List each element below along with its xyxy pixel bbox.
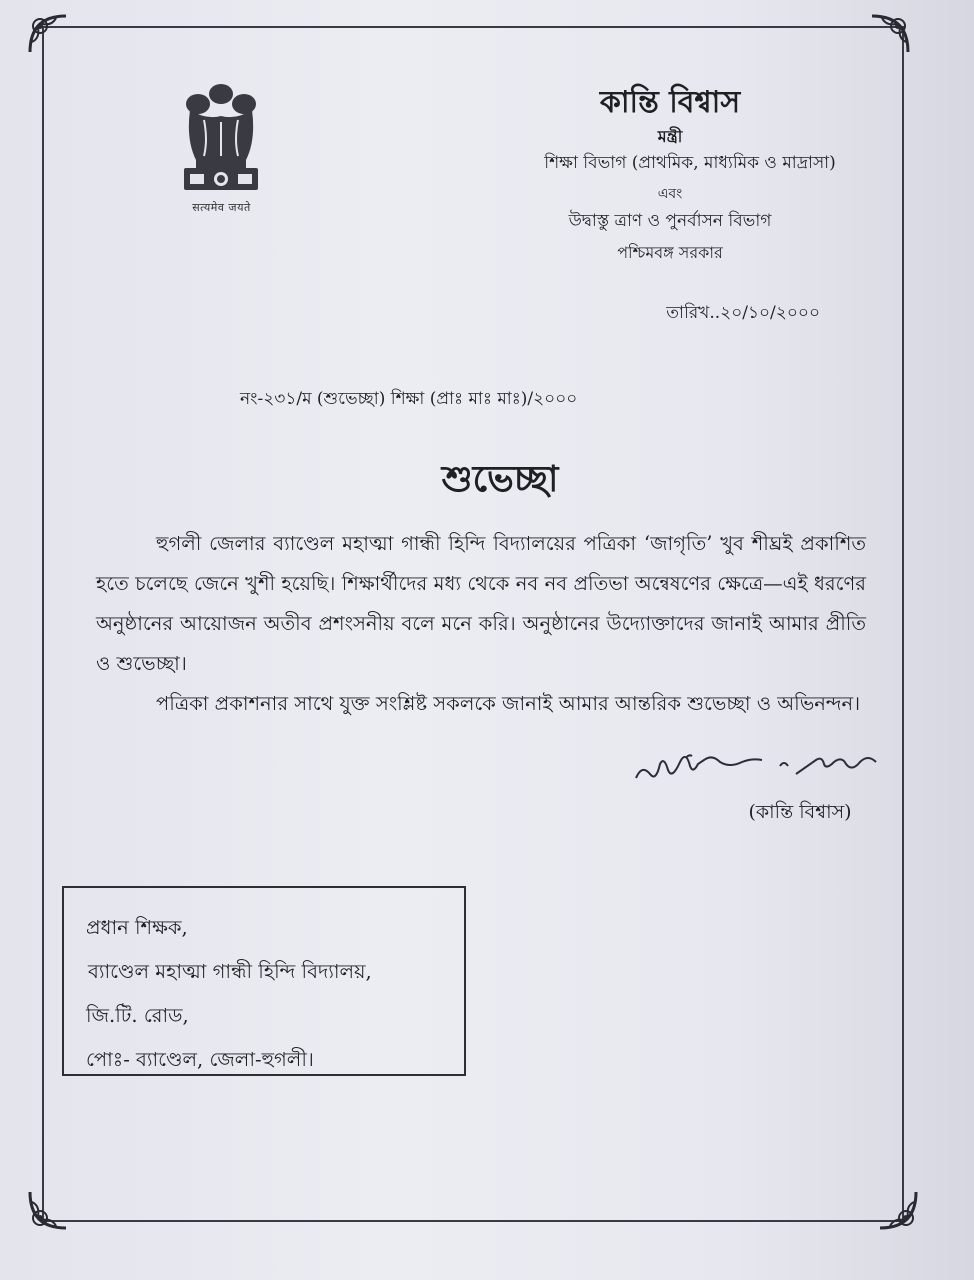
corner-ornament-bottom-left <box>26 1188 70 1232</box>
department-education: শিক্ষা বিভাগ (প্রাথমিক, মাধ্যমিক ও মাদ্রাসা) <box>544 153 836 173</box>
corner-ornament-bottom-right <box>876 1188 920 1232</box>
minister-name: কান্তি বিশ্বাস <box>599 85 741 120</box>
emblem-motto: सत्यमेव जयते <box>192 201 251 214</box>
address-line-3: জি.টি. রোড, <box>86 1004 189 1027</box>
address-block <box>62 886 466 1076</box>
body-paragraph-1: হুগলী জেলার ব্যাণ্ডেল মহাত্মা গান্ধী হিন্দি বিদ্যালয়ের পত্রিকা ‘জাগৃতি’ খুব শীঘ্রই প্রকাশিত হতে চলেছে জেনে খুশী হয়েছি। শিক্ষার্থীদের মধ্য থেকে নব নব প্রতিভা অন্বেষণের ক্ষেত্রে—এই ধরণের অনুষ্ঠানের আয়োজন অতীব প্রশংসনীয় বলে মনে করি। অনুষ্ঠানের উদ্যোক্তাদের জানাই আমার প্রীতি ও শুভেচ্ছা। <box>96 532 866 675</box>
letter-title: শুভেচ্ছা <box>441 458 559 500</box>
department-refugee-relief: উদ্বাস্তু ত্রাণ ও পুনর্বাসন বিভাগ <box>568 211 772 231</box>
designation: মন্ত্রী <box>657 127 683 146</box>
government-name: পশ্চিমবঙ্গ সরকার <box>617 243 723 262</box>
address-line-2: ব্যাণ্ডেল মহাত্মা গান্ধী হিন্দি বিদ্যালয়, <box>88 960 372 983</box>
corner-ornament-top-left <box>26 12 70 56</box>
address-line-4: পোঃ- ব্যাণ্ডেল, জেলা-হুগলী। <box>86 1048 314 1071</box>
corner-ornament-top-right <box>868 12 912 56</box>
signer-name: (কান্তি বিশ্বাস) <box>748 801 852 823</box>
state-emblem-icon <box>176 80 266 202</box>
letter-date: তারিখ..২০/১০/২০০০ <box>666 303 820 323</box>
body-paragraph-2: পত্রিকা প্রকাশনার সাথে যুক্ত সংশ্লিষ্ট সকলকে জানাই আমার আন্তরিক শুভেচ্ছা ও অভিনন্দন। <box>156 692 861 715</box>
reference-number: নং-২৩১/ম (শুভেচ্ছা) শিক্ষা (প্রাঃ মাঃ মাঃ)/২০০০ <box>240 389 578 409</box>
handwritten-signature <box>630 744 900 794</box>
address-line-1: প্রধান শিক্ষক, <box>86 916 188 939</box>
conjunction-and: এবং <box>657 186 683 202</box>
